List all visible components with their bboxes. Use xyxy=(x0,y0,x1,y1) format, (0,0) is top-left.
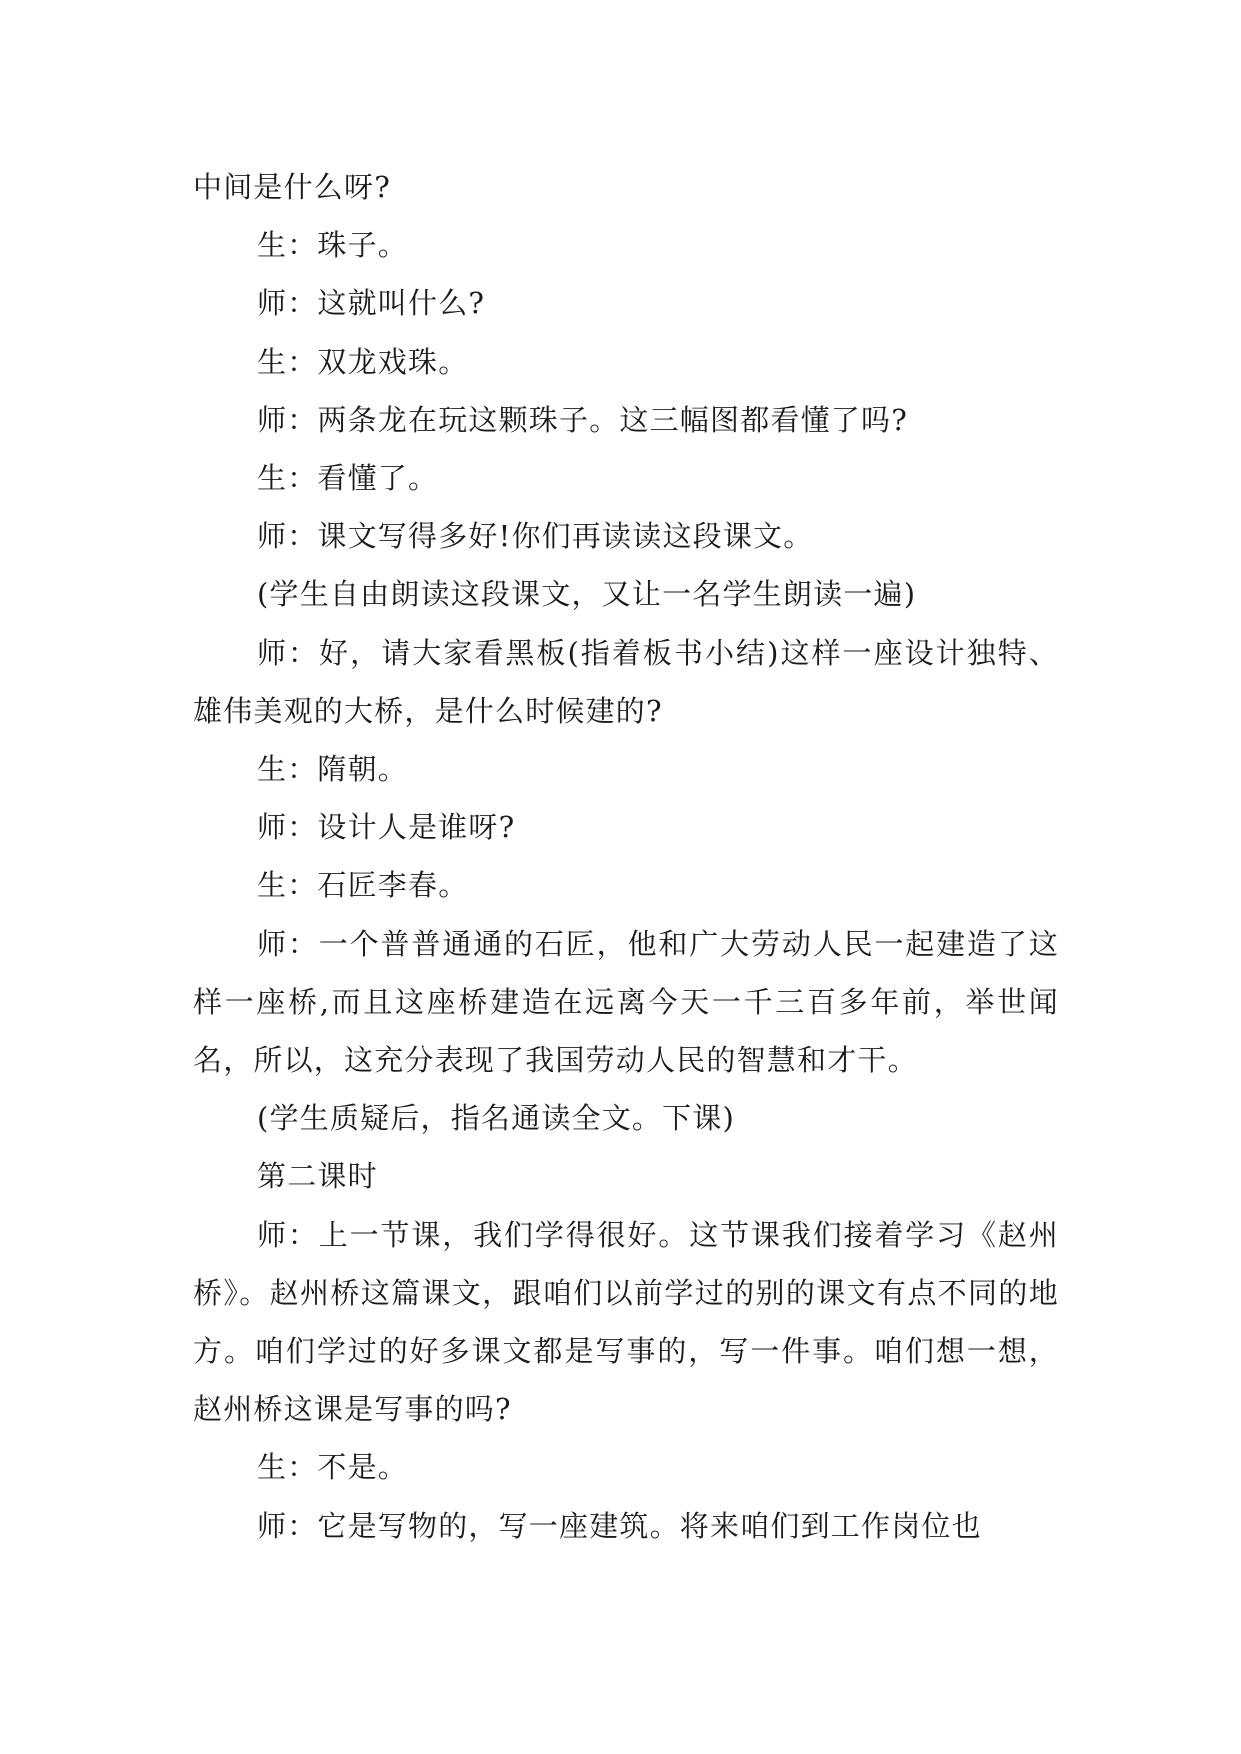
paragraph: 师：它是写物的，写一座建筑。将来咱们到工作岗位也 xyxy=(257,1508,982,1543)
paragraph: 师：好，请大家看黑板(指着板书小结)这样一座设计独特、雄伟美观的大桥，是什么时候建的? xyxy=(193,635,1059,728)
paragraph: 生：不是。 xyxy=(257,1450,409,1485)
paragraph: 生：珠子。 xyxy=(257,228,409,263)
paragraph: 师：设计人是谁呀? xyxy=(257,810,516,845)
paragraph: (学生自由朗读这段课文，又让一名学生朗读一遍) xyxy=(257,577,917,612)
paragraph: 师：上一节课，我们学得很好。这节课我们接着学习《赵州桥》。赵州桥这篇课文，跟咱们以前学过的别的课文有点不同的地方。咱们学过的好多课文都是写事的，写一件事。咱们想一想，赵州桥这课是写事的吗? xyxy=(193,1217,1059,1427)
document-page xyxy=(193,158,1059,1555)
paragraph: 生：看懂了。 xyxy=(257,461,439,496)
paragraph: 师：两条龙在玩这颗珠子。这三幅图都看懂了吗? xyxy=(257,402,908,437)
paragraph: 师：一个普普通通的石匠，他和广大劳动人民一起建造了这样一座桥,而且这座桥建造在远离今天一千三百多年前，举世闻名，所以，这充分表现了我国劳动人民的智慧和才干。 xyxy=(193,926,1059,1078)
paragraph: 师：这就叫什么? xyxy=(257,286,486,321)
paragraph: 生：石匠李春。 xyxy=(257,868,469,903)
paragraph: 生：双龙戏珠。 xyxy=(257,344,469,379)
section-heading: 第二课时 xyxy=(257,1159,378,1194)
paragraph: 生：隋朝。 xyxy=(257,752,409,787)
paragraph: 中间是什么呀? xyxy=(193,170,391,204)
paragraph: (学生质疑后，指名通读全文。下课) xyxy=(257,1101,736,1136)
paragraph: 师：课文写得多好!你们再读读这段课文。 xyxy=(257,519,814,554)
